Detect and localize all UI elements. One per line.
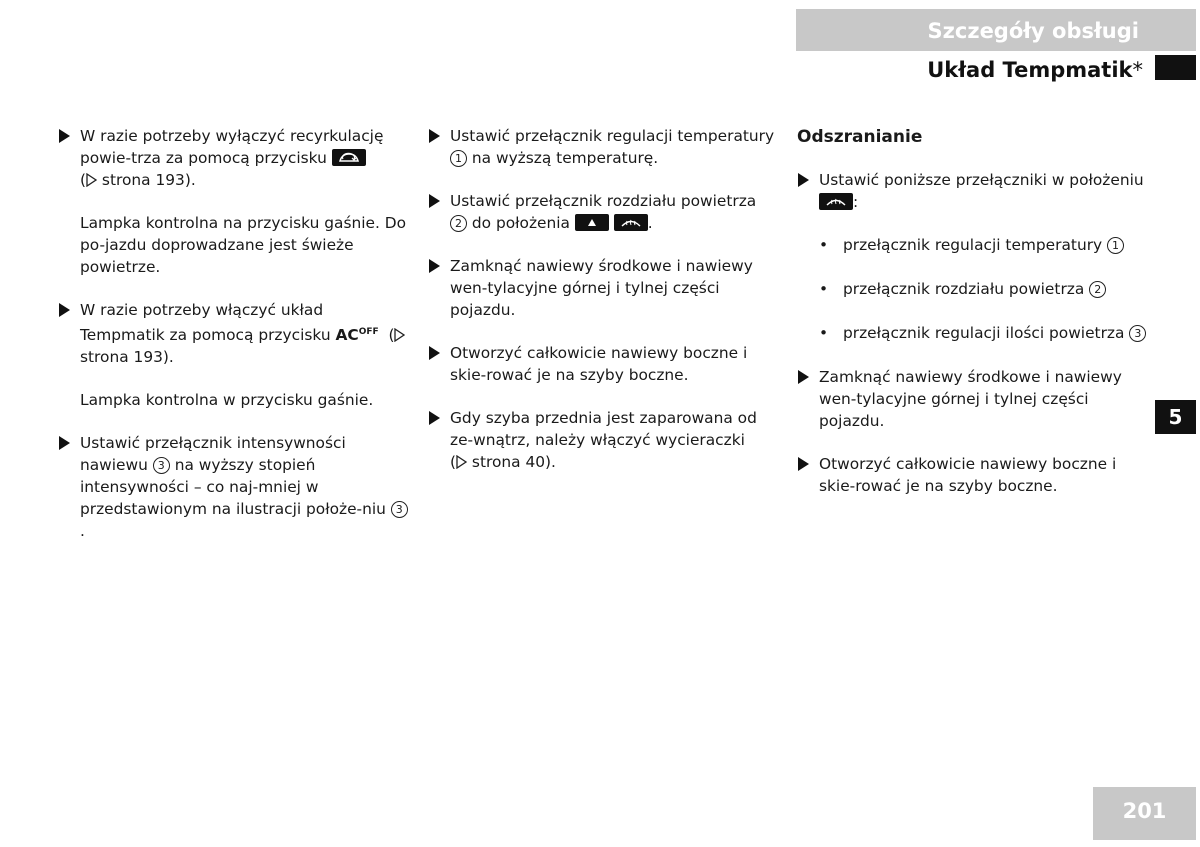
- instruction-text: Ustawić przełącznik intensywności nawiewu: [80, 434, 346, 475]
- instruction-text: na wyższą temperaturę.: [471, 149, 659, 167]
- circled-number: 3: [391, 501, 408, 518]
- bullet-item: [797, 322, 1147, 344]
- recirculation-icon: [332, 149, 366, 166]
- step-triangle-icon: [429, 411, 440, 425]
- instruction-text: Ustawić przełącznik rozdziału powietrza: [450, 192, 757, 210]
- instruction-text: do położenia: [471, 214, 570, 232]
- column-2: [428, 125, 778, 494]
- page-ref-triangle-icon: [86, 173, 97, 187]
- bullet-item: [797, 234, 1147, 256]
- info-paragraph: Lampka kontrolna w przycisku gaśnie.: [80, 391, 374, 410]
- bullet-dot: •: [819, 324, 829, 342]
- step-triangle-icon: [429, 259, 440, 273]
- instruction-text: Gdy szyba przednia jest zaparowana od ze-wnątrz, należy włączyć wycieraczki: [450, 409, 757, 449]
- instruction-item: [428, 125, 778, 169]
- subtitle-mark: *: [1132, 58, 1143, 82]
- instruction-text: Otworzyć całkowicie nawiewy boczne i skie-rować je na szyby boczne.: [819, 455, 1117, 495]
- instruction-item: [428, 407, 778, 473]
- page-ref-triangle-icon: [456, 455, 467, 469]
- step-triangle-icon: [429, 194, 440, 208]
- page-subtitle: [927, 58, 1143, 82]
- bullet-item: [797, 278, 1147, 300]
- page-ref-open: (: [450, 453, 457, 471]
- step-triangle-icon: [798, 173, 809, 187]
- page-ref-triangle-icon: [394, 328, 405, 342]
- circled-number: 2: [450, 215, 467, 232]
- circled-number: 1: [450, 150, 467, 167]
- page-ref-open: (: [80, 171, 87, 189]
- instruction-text: Zamknąć nawiewy środkowe i nawiewy wen-tylacyjne górnej i tylnej części pojazdu.: [450, 257, 753, 319]
- instruction-text: Zamknąć nawiewy środkowe i nawiewy wen-tylacyjne górnej i tylnej części pojazdu.: [819, 368, 1122, 430]
- instruction-item: [428, 190, 778, 234]
- column-3: [797, 125, 1147, 518]
- ac-off-superscript: OFF: [358, 327, 379, 337]
- instruction-item: [58, 299, 408, 368]
- instruction-item: [428, 255, 778, 321]
- instruction-item: [797, 453, 1147, 497]
- step-triangle-icon: [429, 129, 440, 143]
- instruction-end: .: [647, 214, 653, 232]
- instruction-text: Ustawić poniższe przełączniki w położeniu: [819, 171, 1144, 189]
- section-header-bar: [796, 9, 1196, 51]
- windshield-defrost-icon: [819, 193, 853, 210]
- page-ref-link[interactable]: strona 193).: [101, 171, 196, 189]
- bullet-text: przełącznik regulacji ilości powietrza: [843, 324, 1125, 342]
- page-ref-link[interactable]: strona 193).: [80, 348, 174, 367]
- bullet-dot: •: [819, 236, 829, 254]
- bullet-text: przełącznik regulacji temperatury: [843, 236, 1103, 254]
- circled-number: 1: [1107, 237, 1124, 254]
- section-heading: Odszranianie: [797, 127, 923, 147]
- subtitle-marker-block: [1155, 55, 1196, 80]
- circled-number: 2: [1089, 281, 1106, 298]
- instruction-end: :: [853, 193, 859, 211]
- instruction-item: [58, 432, 408, 542]
- step-triangle-icon: [59, 303, 70, 317]
- page-ref-link[interactable]: strona 40).: [471, 453, 556, 471]
- instruction-item: [428, 342, 778, 386]
- instruction-end: .: [80, 522, 85, 541]
- info-paragraph: Lampka kontrolna na przycisku gaśnie. Do po-jazdu doprowadzane jest świeże powietrze.: [80, 214, 407, 276]
- instruction-text: Otworzyć całkowicie nawiewy boczne i skie-rować je na szyby boczne.: [450, 344, 748, 384]
- instruction-text: W razie potrzeby wyłączyć recyrkulację powie-trza za pomocą przycisku: [80, 127, 384, 167]
- bullet-text: przełącznik rozdziału powietrza: [843, 280, 1085, 298]
- step-triangle-icon: [59, 129, 70, 143]
- instruction-item: [58, 125, 408, 191]
- page-ref-open: (: [388, 326, 395, 345]
- circled-number: 3: [1129, 325, 1146, 342]
- instruction-item: [797, 169, 1147, 213]
- bullet-dot: •: [819, 280, 829, 298]
- ac-label: AC: [335, 326, 359, 345]
- step-triangle-icon: [798, 370, 809, 384]
- windshield-defrost-icon: [614, 214, 648, 231]
- circled-number: 3: [153, 457, 170, 474]
- instruction-item: [797, 366, 1147, 432]
- instruction-text: Ustawić przełącznik regulacji temperatury: [450, 127, 775, 145]
- ac-off-label: [335, 326, 378, 344]
- step-triangle-icon: [429, 346, 440, 360]
- section-title: Szczegóły obsługi: [927, 19, 1139, 43]
- step-triangle-icon: [798, 457, 809, 471]
- step-triangle-icon: [59, 436, 70, 450]
- instruction-text: na wyższy stopień intensywności – co naj-mniej w przedstawionym na ilustracji położe-niu: [80, 456, 386, 519]
- instruction-text: W razie potrzeby włączyć układ Tempmatik za pomocą przycisku: [80, 301, 331, 345]
- up-arrow-icon: [575, 214, 609, 231]
- page-number: 201: [1093, 787, 1196, 840]
- subtitle-text: Układ Tempmatik: [927, 58, 1133, 82]
- column-1: [58, 125, 408, 563]
- chapter-tab: 5: [1155, 400, 1196, 434]
